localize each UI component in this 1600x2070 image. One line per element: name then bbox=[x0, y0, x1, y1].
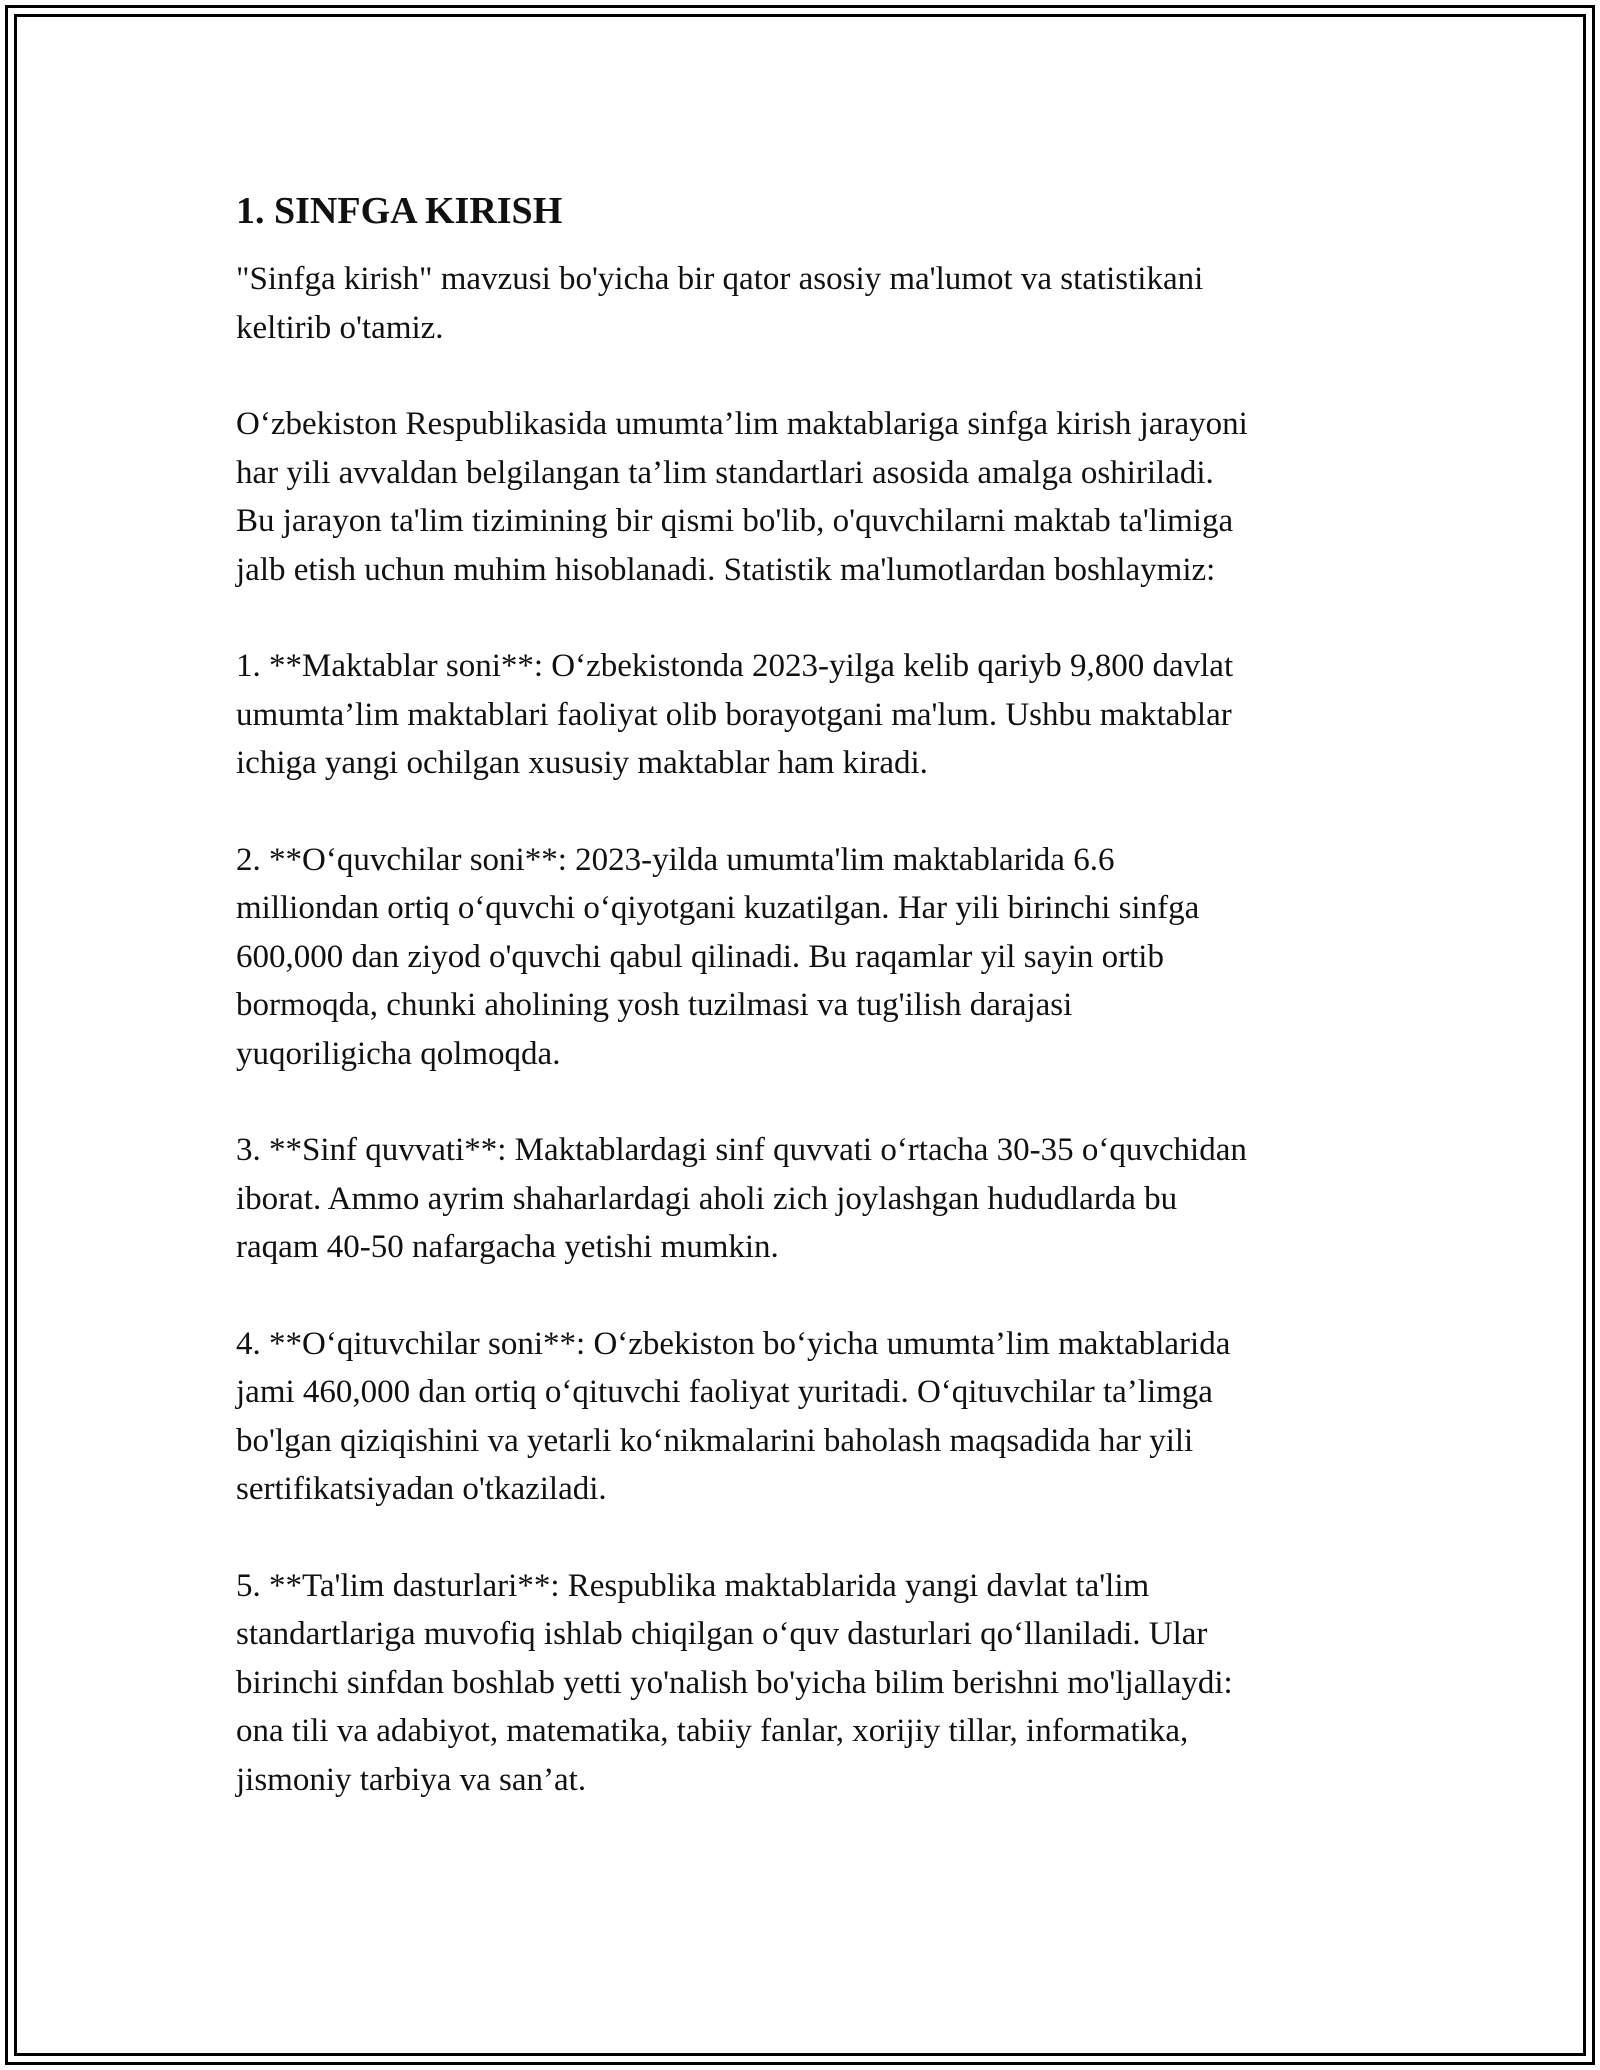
list-item-students-count: 2. **O‘quvchilar soni**: 2023-yilda umumta'lim maktablarida 6.6 milliondan ortiq o‘quvchi o‘qiyotgani kuzatilgan. Har yili birinchi sinfga 600,000 dan ziyod o'quvchi qabul qilinadi. Bu raqamlar yil sayin ortib bormoqda, chunki aholining yosh tuzilmasi va tug'ilish darajasi yuqoriligicha qolmoqda. bbox=[236, 841, 1200, 1072]
context-paragraph: O‘zbekiston Respublikasida umumta’lim maktablariga sinfga kirish jarayoni har yili avvaldan belgilangan ta’lim standartlari asosida amalga oshiriladi. Bu jarayon ta'lim tizimining bir qismi bo'lib, o'quvchilarni maktab ta'limiga jalb etish uchun muhim hisoblanadi. Statistik ma'lumotlardan boshlaymiz: bbox=[236, 406, 1248, 588]
list-item-class-capacity: 3. **Sinf quvvati**: Maktablardagi sinf quvvati o‘rtacha 30-35 o‘quvchidan iborat. Ammo ayrim shaharlardagi aholi zich joylashgan hududlarda bu raqam 40-50 nafargacha yetishi mumkin. bbox=[236, 1132, 1247, 1265]
document-body bbox=[236, 187, 1376, 1852]
list-item-teachers-count: 4. **O‘qituvchilar soni**: O‘zbekiston bo‘yicha umumta’lim maktablarida jami 460,000 dan ortiq o‘qituvchi faoliyat yuritadi. O‘qituvchilar ta’limga bo'lgan qiziqishini va yetarli ko‘nikmalarini baholash maqsadida har yili sertifikatsiyadan o'tkaziladi. bbox=[236, 1325, 1231, 1507]
section-heading: 1. SINFGA KIRISH bbox=[236, 190, 563, 232]
list-item-education-programs: 5. **Ta'lim dasturlari**: Respublika maktablarida yangi davlat ta'lim standartlariga muvofiq ishlab chiqilgan o‘quv dasturlari qo‘llaniladi. Ular birinchi sinfdan boshlab yetti yo'nalish bo'yicha bilim berishni mo'ljallaydi: ona tili va adabiyot, matematika, tabiiy fanlar, xorijiy tillar, informatika, jismoniy tarbiya va san’at. bbox=[236, 1567, 1233, 1798]
list-item-schools-count: 1. **Maktablar soni**: O‘zbekistonda 2023-yilga kelib qariyb 9,800 davlat umumta’lim maktablari faoliyat olib borayotgani ma'lum. Ushbu maktablar ichiga yangi ochilgan xususiy maktablar ham kiradi. bbox=[236, 648, 1234, 781]
intro-paragraph: "Sinfga kirish" mavzusi bo'yicha bir qator asosiy ma'lumot va statistikani keltirib o'tamiz. bbox=[236, 261, 1204, 346]
